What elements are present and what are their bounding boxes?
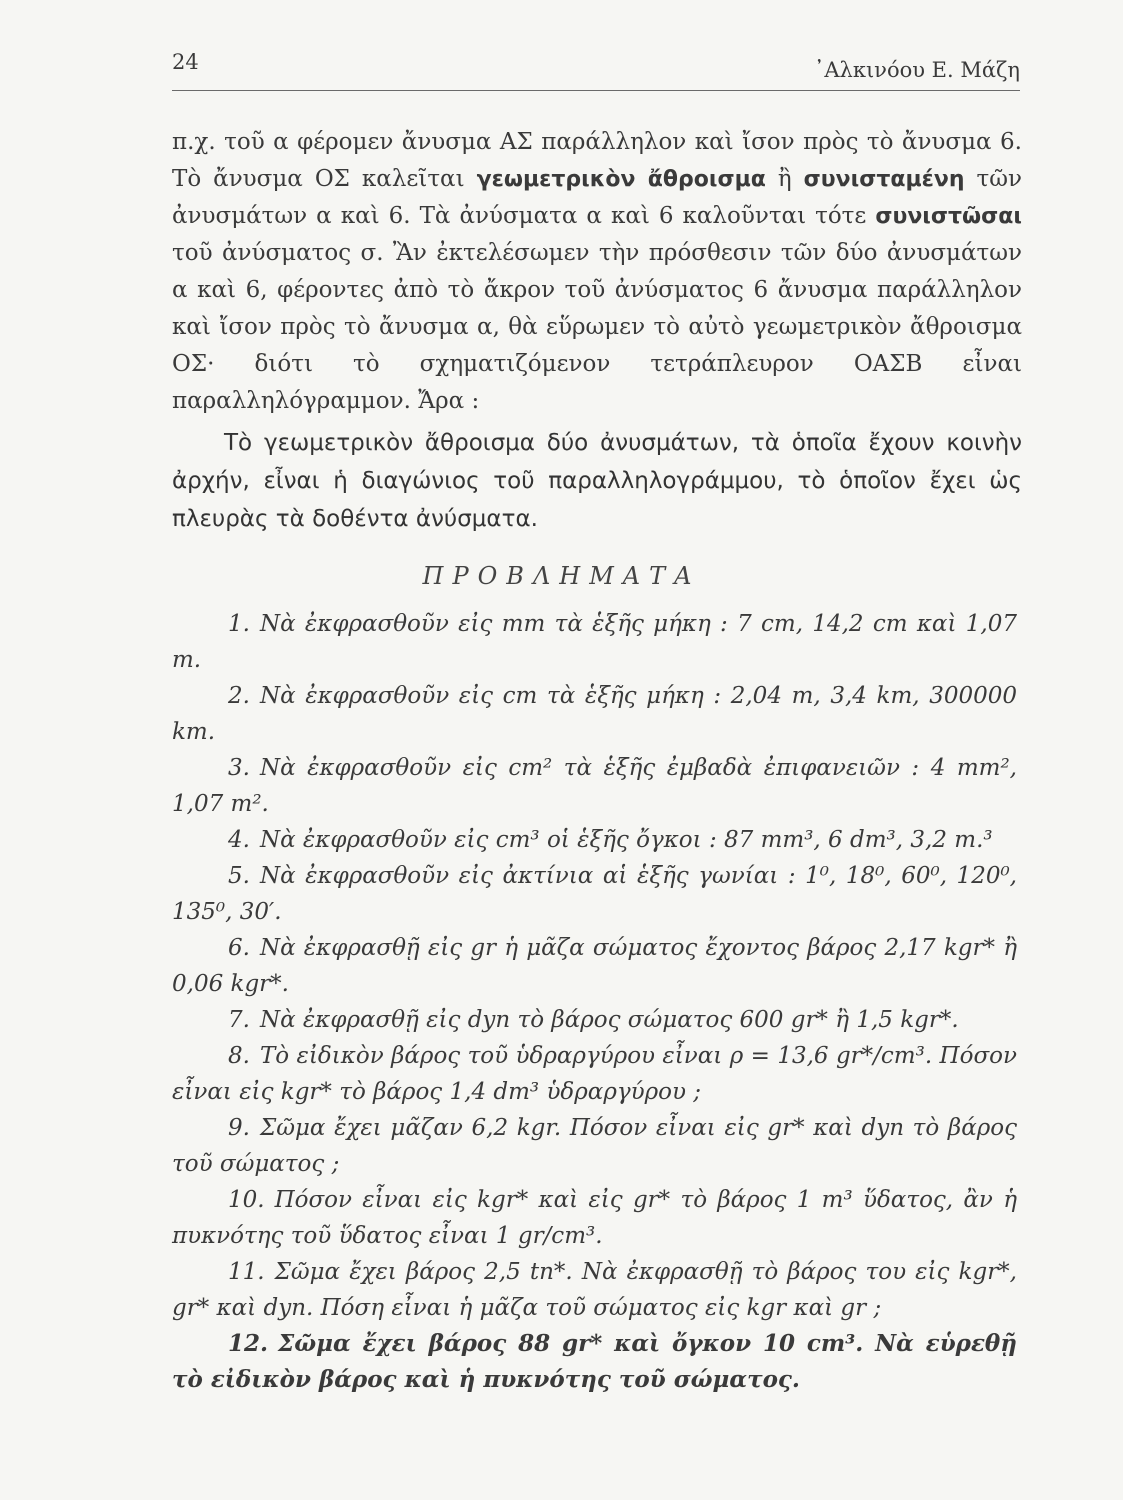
problem-number: 7. [228, 1007, 250, 1033]
problem-number: 5. [228, 863, 250, 889]
body-text-run: ἢ [765, 166, 804, 192]
problem-text: Τὸ εἰδικὸν βάρος τοῦ ὑδραργύρου εἶναι ρ = 13,6 gr*/cm³. Πόσον εἶναι εἰς kgr* τὸ βάρος 1,4 dm³ ὑδραργύρου ; [172, 1043, 1017, 1105]
problem-number: 6. [228, 935, 250, 961]
problem-item [172, 822, 1017, 858]
body-text-run: τῶν ἀνυσμάτων α καὶ 6. Τὰ ἀνύσματα α καὶ 6 καλοῦνται τότε [172, 166, 1023, 229]
problem-item [172, 1038, 1017, 1110]
problem-number: 9. [228, 1115, 250, 1141]
problem-item [172, 678, 1017, 750]
problem-text: Σῶμα ἔχει μᾶζαν 6,2 kgr. Πόσον εἶναι εἰς gr* καὶ dyn τὸ βάρος τοῦ σώματος ; [172, 1115, 1017, 1177]
problem-item [172, 930, 1017, 1002]
problem-text: Σῶμα ἔχει βάρος 88 gr* καὶ ὄγκον 10 cm³. Νὰ εὑρεθῇ τὸ εἰδικὸν βάρος καὶ ἡ πυκνότης τοῦ σώματος. [172, 1330, 1017, 1393]
term-components: συνιστῶσαι [875, 204, 1022, 229]
problem-number: 4. [228, 827, 250, 853]
problem-number: 3. [228, 755, 250, 781]
problem-item [172, 1182, 1017, 1254]
page-header [172, 42, 1020, 91]
problem-number: 2. [228, 683, 250, 709]
problem-number: 11. [228, 1259, 265, 1285]
page-number: 24 [172, 50, 199, 74]
problem-item [172, 858, 1017, 930]
problem-item [172, 1326, 1017, 1398]
problem-item [172, 1002, 1017, 1038]
problem-text: Νὰ ἐκφρασθοῦν εἰς cm τὰ ἑξῆς μήκη : 2,04 m, 3,4 km, 300000 km. [172, 683, 1017, 745]
problem-item [172, 750, 1017, 822]
problems-heading: ΠΡΟΒΛΗΜΑΤΑ [422, 562, 701, 590]
problem-text: Νὰ ἐκφρασθοῦν εἰς ἀκτίνια αἱ ἑξῆς γωνίαι : 1⁰, 18⁰, 60⁰, 120⁰, 135⁰, 30′. [172, 863, 1017, 925]
body-text-run: τοῦ ἀνύσματος σ. Ἂν ἐκτελέσωμεν τὴν πρόσθεσιν τῶν δύο ἀνυσμάτων α καὶ 6, φέροντες ἀπὸ τὸ ἄκρον τοῦ ἀνύσματος 6 ἄνυσμα παράλληλον καὶ ἴσον πρὸς τὸ ἄνυσμα α, θὰ εὕρωμεν τὸ αὐτὸ γεωμετρικὸν ἄθροισμα ΟΣ· διότι τὸ σχηματιζόμενον τετράπλευρον ΟΑΣΒ εἶναι παραλληλόγραμμον. Ἄρα : [172, 240, 1022, 414]
theorem-statement: Τὸ γεωμετρικὸν ἄθροισμα δύο ἀνυσμάτων, τὰ ὁποῖα ἔχουν κοινὴν ἀρχήν, εἶναι ἡ διαγώνιος τοῦ παραλληλογράμμου, τὸ ὁποῖον ἔχει ὡς πλευρὰς τὰ δοθέντα ἀνύσματα. [172, 430, 1022, 532]
problem-number: 10. [228, 1187, 265, 1213]
problem-text: Νὰ ἐκφρασθῇ εἰς gr ἡ μᾶζα σώματος ἔχοντος βάρος 2,17 kgr* ἢ 0,06 kgr*. [172, 935, 1017, 997]
problems-list [172, 606, 1017, 1398]
running-head: ᾿Αλκινόου Ε. Μάζη [813, 58, 1020, 82]
problem-number: 12. [228, 1330, 269, 1357]
problem-text: Νὰ ἐκφρασθῇ εἰς dyn τὸ βάρος σώματος 600 gr* ἢ 1,5 kgr*. [259, 1007, 959, 1033]
problem-item [172, 606, 1017, 678]
body-text-run: π.χ. τοῦ α φέρομεν ἄνυσμα ΑΣ παράλληλον καὶ ἴσον πρὸς τὸ ἄνυσμα 6. Τὸ ἄνυσμα ΟΣ καλεῖται [172, 129, 1022, 192]
problem-item [172, 1110, 1017, 1182]
problem-number: 8. [228, 1043, 250, 1069]
term-geometric-sum: γεωμετρικὸν ἄθροισμα [476, 167, 766, 192]
term-resultant: συνισταμένη [803, 167, 965, 192]
problem-item [172, 1254, 1017, 1326]
body-paragraph [172, 124, 1022, 420]
problem-number: 1. [228, 611, 250, 637]
problem-text: Νὰ ἐκφρασθοῦν εἰς mm τὰ ἑξῆς μήκη : 7 cm, 14,2 cm καὶ 1,07 m. [172, 611, 1017, 673]
problem-text: Νὰ ἐκφρασθοῦν εἰς cm² τὰ ἑξῆς ἐμβαδὰ ἐπιφανειῶν : 4 mm², 1,07 m². [172, 755, 1017, 817]
problem-text: Σῶμα ἔχει βάρος 2,5 tn*. Νὰ ἐκφρασθῇ τὸ βάρος του εἰς kgr*, gr* καὶ dyn. Πόση εἶναι ἡ μᾶζα τοῦ σώματος εἰς kgr καὶ gr ; [172, 1259, 1017, 1321]
problem-text: Πόσον εἶναι εἰς kgr* καὶ εἰς gr* τὸ βάρος 1 m³ ὕδατος, ἂν ἡ πυκνότης τοῦ ὕδατος εἶναι 1 gr/cm³. [172, 1187, 1017, 1249]
problem-text: Νὰ ἐκφρασθοῦν εἰς cm³ οἱ ἑξῆς ὄγκοι : 87 mm³, 6 dm³, 3,2 m.³ [259, 827, 993, 853]
